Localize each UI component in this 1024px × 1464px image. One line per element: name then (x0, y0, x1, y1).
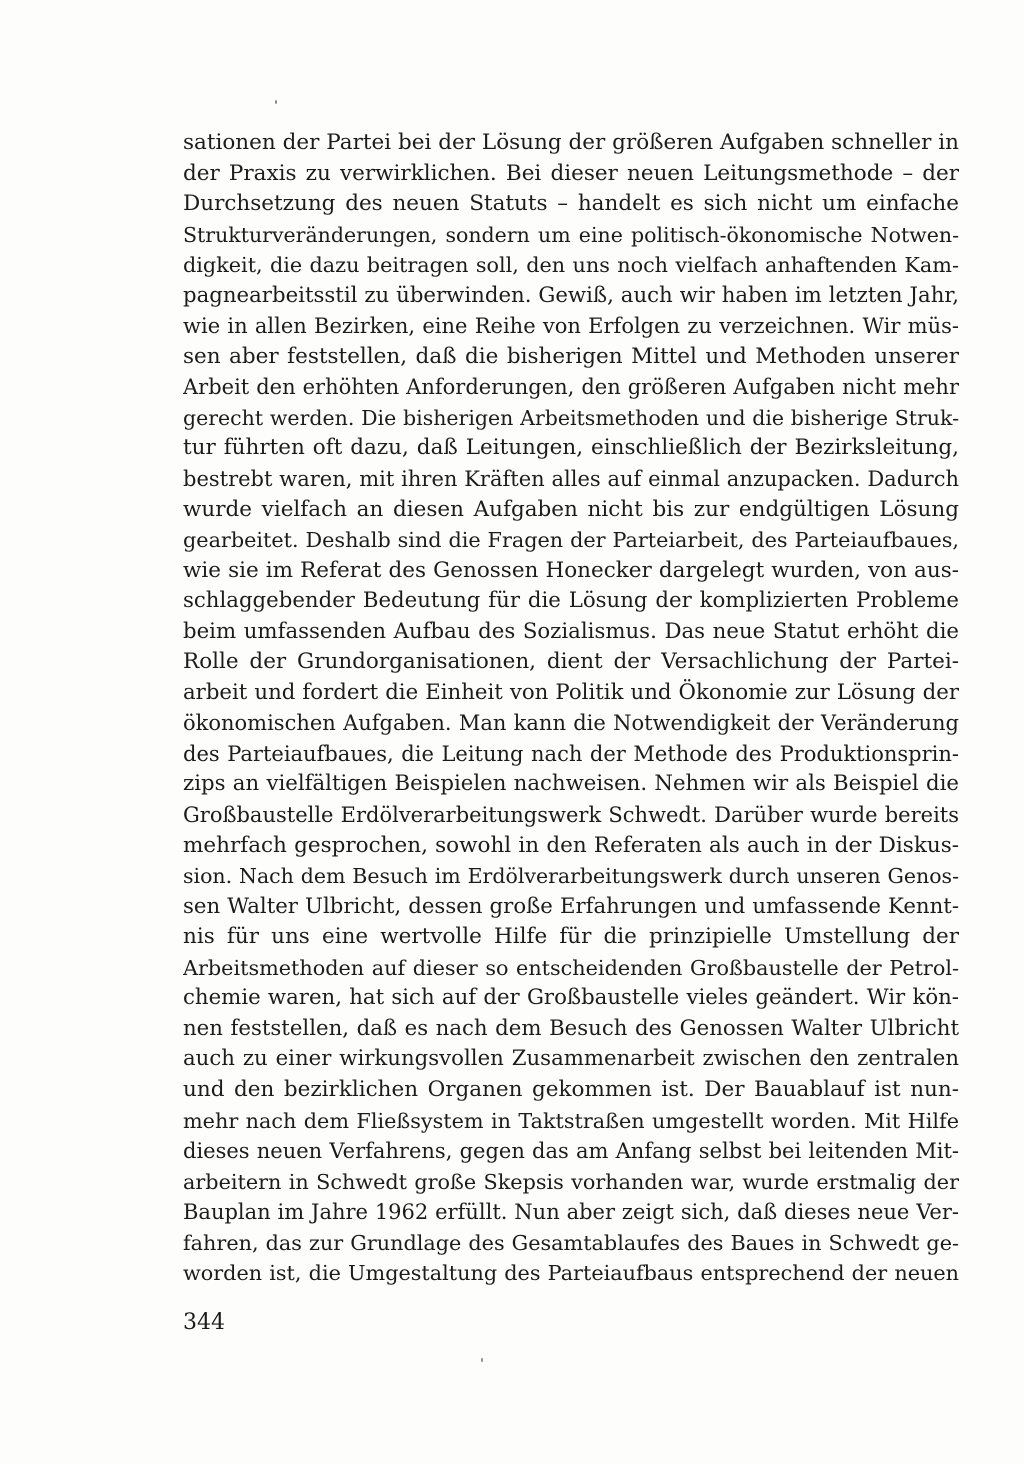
text-line: dieses neuen Verfahrens, gegen das am Anfang selbst bei leitenden Mit- (183, 1139, 959, 1164)
text-line: Strukturveränderungen, sondern um eine politisch-ökonomische Notwen- (183, 222, 959, 247)
text-line: gearbeitet. Deshalb sind die Fragen der Parteiarbeit, des Parteiaufbaues, (183, 528, 959, 553)
text-line: Bauplan im Jahre 1962 erfüllt. Nun aber zeigt sich, daß dieses neue Ver- (183, 1200, 959, 1225)
text-line: mehrfach gesprochen, sowohl in den Referaten als auch in der Diskus- (183, 832, 959, 858)
text-line: sen aber feststellen, daß die bisherigen Mittel und Methoden unserer (183, 343, 959, 369)
text-line: mehr nach dem Fließsystem in Taktstraßen umgestellt worden. Mit Hilfe (183, 1108, 959, 1133)
text-line: auch zu einer wirkungsvollen Zusammenarbeit zwischen den zentralen (183, 1046, 959, 1072)
text-line: zips an vielfältigen Beispielen nachweisen. Nehmen wir als Beispiel die (183, 771, 959, 797)
text-line: sationen der Partei bei der Lösung der größeren Aufgaben schneller in (183, 130, 959, 155)
text-line: und den bezirklichen Organen gekommen ist. Der Bauablauf ist nun- (183, 1076, 959, 1102)
text-line: Durchsetzung des neuen Statuts – handelt es sich nicht um einfache (183, 191, 959, 217)
page-number: 344 (183, 1310, 225, 1335)
text-line: chemie waren, hat sich auf der Großbaustelle vieles geändert. Wir kön- (183, 985, 959, 1011)
text-line: arbeitern in Schwedt große Skepsis vorhanden war, wurde erstmalig der (183, 1169, 959, 1194)
text-line: des Parteiaufbaues, die Leitung nach der Methode des Produktionsprin- (183, 741, 959, 766)
text-line: Arbeit den erhöhten Anforderungen, den größeren Aufgaben nicht mehr (183, 375, 959, 400)
text-line: arbeit und fordert die Einheit von Politik und Ökonomie zur Lösung der (183, 679, 959, 705)
text-line: fahren, das zur Grundlage des Gesamtablaufes des Baues in Schwedt ge- (183, 1230, 959, 1255)
text-line: worden ist, die Umgestaltung des Parteiaufbaus entsprechend der neuen (183, 1261, 959, 1286)
print-speck (481, 1358, 483, 1362)
text-line: wie in allen Bezirken, eine Reihe von Erfolgen zu verzeichnen. Wir müs- (183, 314, 959, 339)
text-line: sion. Nach dem Besuch im Erdölverarbeitungswerk durch unseren Genos- (183, 864, 959, 889)
text-line: nis für uns eine wertvolle Hilfe für die prinzipielle Umstellung der (183, 924, 959, 950)
text-line: digkeit, die dazu beitragen soll, den uns noch vielfach anhaftenden Kam- (183, 253, 959, 278)
text-line: ökonomischen Aufgaben. Man kann die Notwendigkeit der Veränderung (183, 711, 959, 736)
text-line: gerecht werden. Die bisherigen Arbeitsmethoden und die bisherige Struk- (183, 405, 959, 430)
print-speck (275, 100, 277, 104)
text-line: wie sie im Referat des Genossen Honecker dargelegt wurden, von aus- (183, 557, 959, 583)
text-line: sen Walter Ulbricht, dessen große Erfahrungen und umfassende Kennt- (183, 893, 959, 919)
text-line: Arbeitsmethoden auf dieser so entscheidenden Großbaustelle der Petrol- (183, 955, 959, 980)
text-line: wurde vielfach an diesen Aufgaben nicht bis zur endgültigen Lösung (183, 496, 959, 522)
text-line: Rolle der Grundorganisationen, dient der Versachlichung der Partei- (183, 649, 959, 675)
body-text (183, 128, 959, 1289)
text-line: pagnearbeitsstil zu überwinden. Gewiß, auch wir haben im letzten Jahr, (183, 282, 959, 308)
text-line: bestrebt waren, mit ihren Kräften alles auf einmal anzupacken. Dadurch (183, 467, 959, 492)
text-line: Großbaustelle Erdölverarbeitungswerk Schwedt. Darüber wurde bereits (183, 803, 959, 828)
text-line: schlaggebender Bedeutung für die Lösung der komplizierten Probleme (183, 588, 959, 614)
text-line: der Praxis zu verwirklichen. Bei dieser neuen Leitungsmethode – der (183, 160, 959, 186)
text-line: nen feststellen, daß es nach dem Besuch des Genossen Walter Ulbricht (183, 1015, 959, 1041)
text-line: tur führten oft dazu, daß Leitungen, einschließlich der Bezirksleitung, (183, 435, 959, 461)
text-line: beim umfassenden Aufbau des Sozialismus. Das neue Statut erhöht die (183, 618, 959, 644)
